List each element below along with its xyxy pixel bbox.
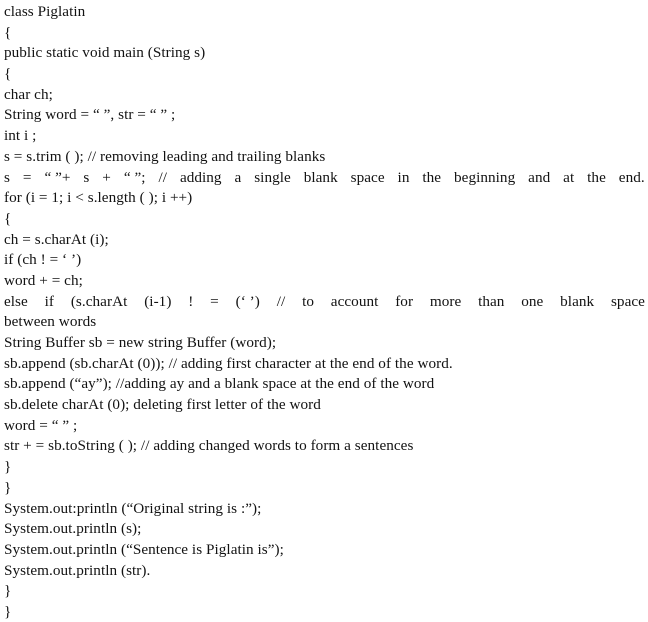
code-line: between words bbox=[4, 313, 97, 331]
code-word: at bbox=[563, 168, 575, 186]
code-line: char ch; bbox=[4, 85, 53, 103]
code-word: more bbox=[429, 292, 462, 310]
code-word: // bbox=[276, 292, 286, 310]
code-word: to bbox=[302, 292, 314, 310]
code-word: for bbox=[395, 292, 414, 310]
code-line: sb.append (“ay”); //adding ay and a blank space at the end of the word bbox=[4, 375, 435, 393]
code-word: “ ”+ bbox=[44, 168, 71, 186]
code-listing bbox=[4, 2, 645, 622]
code-word: single bbox=[254, 168, 291, 186]
code-line: } bbox=[4, 582, 12, 600]
code-line: public static void main (String s) bbox=[4, 44, 206, 62]
code-line: word = “ ” ; bbox=[4, 416, 78, 434]
code-line: str + = sb.toString ( ); // adding changed words to form a sentences bbox=[4, 437, 414, 455]
code-word: = bbox=[22, 168, 32, 186]
code-word: “ ”; bbox=[123, 168, 146, 186]
code-line: class Piglatin bbox=[4, 3, 86, 20]
code-word: end. bbox=[618, 168, 645, 186]
code-word: space bbox=[350, 168, 385, 186]
code-line: s = s.trim ( ); // removing leading and trailing blanks bbox=[4, 147, 326, 165]
code-line: sb.append (sb.charAt (0)); // adding first character at the end of the word. bbox=[4, 354, 453, 372]
code-word: in bbox=[397, 168, 410, 186]
code-line: } bbox=[4, 602, 12, 620]
code-line: } bbox=[4, 458, 12, 476]
code-word: beginning bbox=[454, 168, 516, 186]
code-line: ch = s.charAt (i); bbox=[4, 230, 109, 248]
code-word: s bbox=[83, 168, 90, 186]
code-word: than bbox=[478, 292, 505, 310]
code-word: blank bbox=[560, 292, 595, 310]
code-line: sb.delete charAt (0); deleting first letter of the word bbox=[4, 396, 321, 414]
code-line bbox=[4, 168, 645, 189]
code-word: (s.charAt bbox=[70, 292, 128, 310]
code-word: blank bbox=[303, 168, 338, 186]
code-line: { bbox=[4, 209, 12, 227]
code-line: { bbox=[4, 65, 12, 83]
code-line: for (i = 1; i < s.length ( ); i ++) bbox=[4, 189, 193, 207]
code-word: a bbox=[234, 168, 242, 186]
code-line: if (ch ! = ‘ ’) bbox=[4, 251, 82, 269]
code-word: s bbox=[4, 168, 10, 186]
code-word: if bbox=[44, 292, 55, 310]
code-word: (‘ ’) bbox=[235, 292, 260, 310]
code-line: word + = ch; bbox=[4, 271, 83, 289]
code-line: System.out.println (“Sentence is Piglatin is”); bbox=[4, 540, 284, 558]
code-line: String Buffer sb = new string Buffer (word); bbox=[4, 334, 277, 351]
code-line: System.out.println (s); bbox=[4, 520, 142, 538]
code-line: System.out.println (str). bbox=[4, 561, 151, 579]
code-word: ! bbox=[188, 292, 194, 310]
code-word: and bbox=[528, 168, 551, 186]
code-line: int i ; bbox=[4, 127, 37, 145]
code-word: the bbox=[422, 168, 442, 186]
code-word: + bbox=[102, 168, 111, 186]
code-line: { bbox=[4, 23, 12, 41]
code-word: adding bbox=[179, 168, 222, 186]
code-word: = bbox=[210, 292, 219, 310]
code-line: String word = “ ”, str = “ ” ; bbox=[4, 106, 176, 124]
code-word: (i-1) bbox=[144, 292, 172, 310]
code-line: } bbox=[4, 478, 12, 496]
code-word: account bbox=[330, 292, 379, 310]
code-word: one bbox=[521, 292, 544, 310]
code-line: System.out:println (“Original string is :”); bbox=[4, 499, 262, 517]
code-word: // bbox=[158, 168, 168, 186]
code-line bbox=[4, 292, 645, 313]
code-word: the bbox=[587, 168, 606, 186]
code-word: space bbox=[610, 292, 645, 310]
code-word: else bbox=[4, 292, 28, 310]
